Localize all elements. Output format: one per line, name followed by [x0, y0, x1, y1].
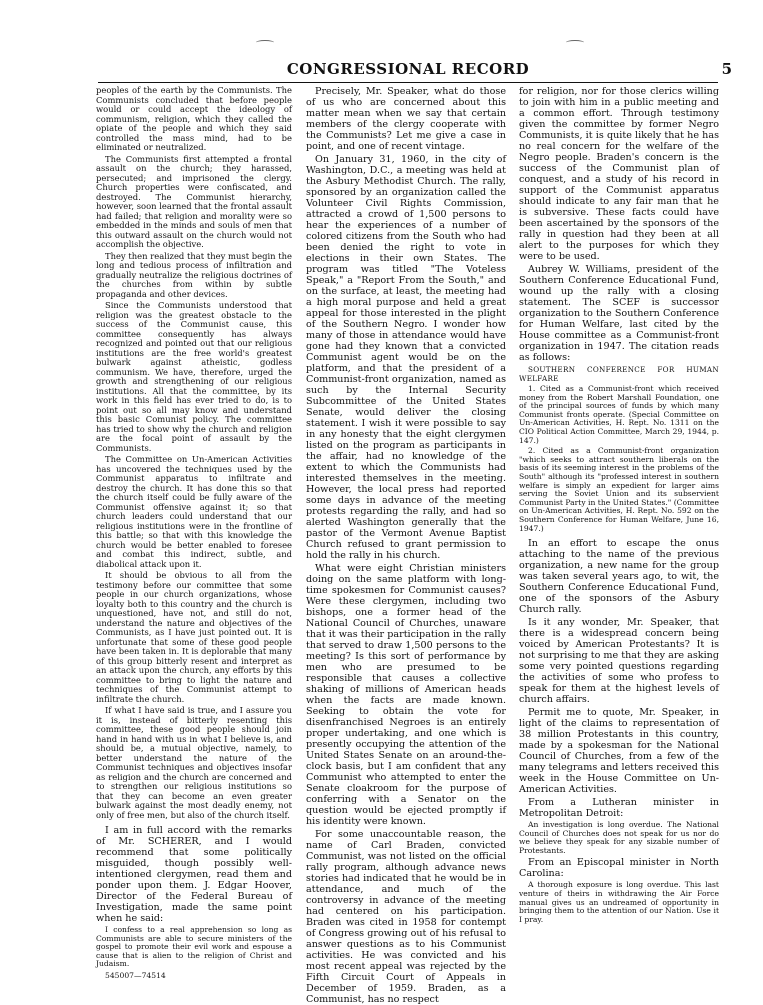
- paragraph: Permit me to quote, Mr. Speaker, in light of the claims to representation of 38 million Protestants in this country, made by a spokesman for the National Council of Churches, from a few of the many telegrams and letters received this week in the House Committee on Un-American Activities.: [519, 707, 719, 796]
- citation: 1. Cited as a Communist-front which received money from the Robert Marshall Foundation, one of the principal sources of funds by which many Communist fronts operate. (Special Committee on Un-American Activities, H. Rept. No. 1311 on the CIO Political Action Committee, March 29, 1944, p. 147.): [519, 384, 719, 445]
- column-2: [306, 86, 506, 1005]
- paragraph: for religion, nor for those clerics willing to join with him in a public meeting and a common effort. Through testimony given the committee by former Negro Communists, it is quite likely that he has no real concern for the welfare of the Negro people. Braden's concern is the success of the Communist plan of conquest, and a study of his record in support of the Communist apparatus should indicate to any fair man that he is subversive. These facts could have been ascertained by the sponsors of the rally in question had they been at all alert to the purposes for which they were to be used.: [519, 86, 719, 262]
- masthead: [98, 60, 732, 83]
- scan-mark-left: [256, 40, 274, 45]
- scan-mark-right: [566, 40, 584, 45]
- paragraph: Is it any wonder, Mr. Speaker, that there is a widespread concern being voiced by American Protestants? It is not surprising to me that they are asking some very pointed questions regarding the activities of some who profess to speak for them at the highest levels of church affairs.: [519, 617, 719, 706]
- page-title: CONGRESSIONAL RECORD: [286, 60, 530, 78]
- page-number: 5: [721, 60, 732, 78]
- paragraph: It should be obvious to all from the testimony before our committee that some people in our church organizations, whose loyalty both to this country and the church is unquestioned, have not, and still do not, understand the nature and objectives of the Communists, as I have just pointed out. It is unfortunate that some of these good people have been taken in. It is deplorable that many of this group bitterly resent and interpret as an attack upon the church, any efforts by this committee to bring to light the nature and techniques of the Communist attempt to infiltrate the church.: [96, 570, 292, 704]
- paragraph: Aubrey W. Williams, president of the Southern Conference Educational Fund, wound up the rally with a closing statement. The SCEF is successor organization to the Southern Conference for Human Welfare, last cited by the House committee as a Communist-front organization in 1947. The citation reads as follows:: [519, 264, 719, 363]
- paragraph: Since the Communists understood that religion was the greatest obstacle to the success of the Communist cause, this committee consequently has always recognized and pointed out that our religious institutions are the free world's greatest bulwark against atheistic, godless communism. We have, therefore, urged the growth and strengthening of our religious institutions. All that the committee, by its work in this field has ever tried to do, is to point out so all may know and understand this basic Comunist policy. The committee has tried to show why the church and religion are the focal point of assault by the Communists.: [96, 300, 292, 453]
- citation-heading: SOUTHERN CONFERENCE FOR HUMAN WELFARE: [519, 365, 719, 383]
- paragraph: They then realized that they must begin the long and tedious process of infiltration and gradually neutralize the religious doctrines of the churches from within by subtle propaganda and other devices.: [96, 250, 292, 299]
- citation: 2. Cited as a Communist-front organization "which seeks to attract southern liberals on the basis of its seeming interest in the problems of the South" although its "professed interest in southern welfare is simply an expedient for larger aims serving the Soviet Union and its subservient Communist Party in the United States." (Committee on Un-American Activities, H. Rept. No. 592 on the Southern Conference for Human Welfare, June 16, 1947.): [519, 446, 719, 533]
- paragraph: The Committee on Un-American Activities has uncovered the techniques used by the Communist apparatus to infiltrate and destroy the church. It has done this so that the church itself could be fully aware of the Communist offensive against it; so that church leaders could understand that our religious institutions were in the frontline of this battle; so that with this knowledge the church would be better enabled to foresee and combat this indirect, subtle, and diabolical attack upon it.: [96, 454, 292, 569]
- paragraph: On January 31, 1960, in the city of Washington, D.C., a meeting was held at the Asbury Methodist Church. The rally, sponsored by an organization called the Volunteer Civil Rights Commission, attracted a crowd of 1,500 persons to hear the experiences of a number of colored citizens from the South who had been denied the right to vote in elections in their own States. The program was titled "The Voteless Speak," a "Report From the South," and on the surface, at least, the meeting had a high moral purpose and held a great appeal for those interested in the plight of the Southern Negro. I wonder how many of those in attendance would have gone had they known that a convicted Communist agent would be on the platform, and that the president of a Communist-front organization, named as such by the Internal Security Subcommittee of the United States Senate, would deliver the closing statement. I wish it were possible to say in any honesty that the eight clergymen listed on the program as participants in the affair, had no knowledge of the extent to which the Communists had interested themselves in the meeting. However, the local press had reported some days in advance of the meeting protests regarding the rally, and had so alerted Washington generally that the pastor of the Vermont Avenue Baptist Church refused to grant permission to hold the rally in his church.: [306, 154, 506, 561]
- paragraph: What were eight Christian ministers doing on the same platform with long-time spokesmen for Communist causes? Were these clergymen, including two bishops, one a former head of the National Council of Churches, unaware that it was their participation in the rally that served to draw 1,500 persons to the meeting? Is this sort of performance by men who are presumed to be responsible that causes a collective shaking of millions of American heads when the facts are made known. Seeking to obtain the vote for disenfranchised Negroes is an entirely proper undertaking, and one which is presently occupying the attention of the United States Senate on an around-the-clock basis, but I am confident that any Communist who attempted to enter the Senate cloakroom for the purpose of conferring with a Senator on the question would be ejected promptly if his identity were known.: [306, 563, 506, 827]
- block-quote: A thorough exposure is long overdue. This last venture of theirs in withdrawing the Air Force manual gives us an undreamed of opportunity in bringing them to the attention of our Nation. Use it I pray.: [519, 880, 719, 924]
- column-3: [519, 86, 719, 961]
- paragraph: Precisely, Mr. Speaker, what do those of us who are concerned about this matter mean when we say that certain members of the clergy cooperate with the Communists? Let me give a case in point, and one of recent vintage.: [306, 86, 506, 152]
- paragraph: From a Lutheran minister in Metropolitan Detroit:: [519, 797, 719, 820]
- block-quote: An investigation is long overdue. The National Council of Churches does not speak for us nor do we believe they speak for any sizable number of Protestants.: [519, 820, 719, 855]
- paragraph: From an Episcopal minister in North Carolina:: [519, 857, 719, 880]
- paragraph: peoples of the earth by the Communists. The Communists concluded that before people would or could accept the ideology of communism, religion, which they called the opiate of the people and which they said controlled the mass mind, had to be eliminated or neutralized.: [96, 85, 292, 152]
- print-code: 545007—74514: [105, 970, 166, 980]
- paragraph: For some unaccountable reason, the name of Carl Braden, convicted Communist, was not listed on the official rally program, although advance news stories had indicated that he would be in attendance, and much of the controversy in advance of the meeting had centered on his participation. Braden was cited in 1958 for contempt of Congress growing out of his refusal to answer questions as to his Communist activities. He was convicted and his most recent appeal was rejected by the Fifth Circuit Court of Appeals in December of 1959. Braden, as a Communist, has no respect: [306, 829, 506, 1005]
- column-1: [96, 85, 292, 980]
- paragraph: If what I have said is true, and I assure you it is, instead of bitterly resenting this committee, these good people should join hand in hand with us in what I believe is, and should be, a mutual objective, namely, to better understand the nature of the Communist techniques and objectives insofar as religion and the church are concerned and to strengthen our religious institutions so that they can become an even greater bulwark against the most deadly enemy, not only of free men, but also of the church itself.: [96, 705, 292, 820]
- block-quote: I confess to a real apprehension so long as Communists are able to secure ministers of the gospel to promote their evil work and espouse a cause that is alien to the religion of Christ and Judaism.: [96, 925, 292, 969]
- paragraph: I am in full accord with the remarks of Mr. SCHERER, and I would recommend that some politically misguided, though possibly well-intentioned clergymen, read them and ponder upon them. J. Edgar Hoover, Director of the Federal Bureau of Investigation, made the same point when he said:: [96, 825, 292, 924]
- paragraph: The Communists first attempted a frontal assault on the church; they harassed, persecuted; and imprisoned the clergy. Church properties were confiscated, and destroyed. The Communist hierarchy, however, soon learned that the frontal assault had failed; that religion and morality were so embedded in the minds and souls of men that this outward assault on the church would not accomplish the objective.: [96, 153, 292, 249]
- paragraph: In an effort to escape the onus attaching to the name of the previous organization, a new name for the group was taken several years ago, to wit, the Southern Conference Educational Fund, one of the sponsors of the Asbury Church rally.: [519, 538, 719, 616]
